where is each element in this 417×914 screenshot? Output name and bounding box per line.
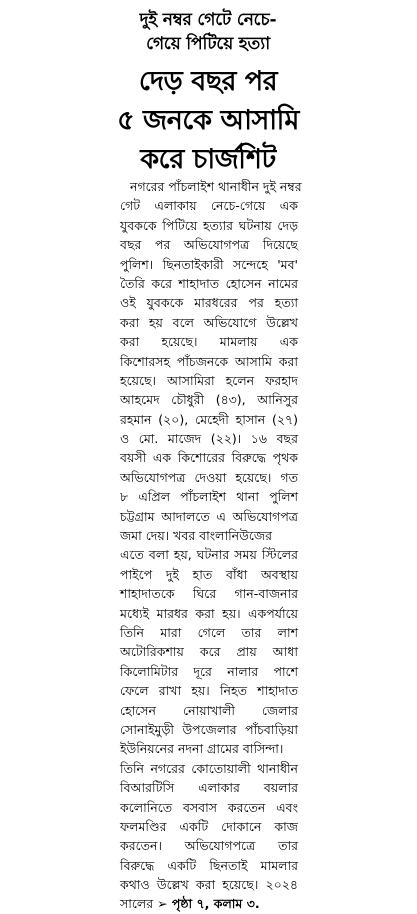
article-line: পুলিশ। ছিনতাইকারী সন্দেহে 'মব' xyxy=(120,256,298,272)
article-line: শাহাদাতকে ঘিরে গান-বাজনার xyxy=(120,586,298,602)
article-line: সোনাইমুড়ী উপজেলার পাঁচবাড়িয়া xyxy=(120,721,298,737)
article-line: ও মো. মাজেদ (২২)। ১৬ বছর xyxy=(120,431,298,447)
article-line: পাইপে দুই হাত বাঁধা অবস্থায় xyxy=(120,566,298,582)
article-line: রহমান (২০), মেহেদী হাসান (২৭) xyxy=(120,411,298,427)
continuation-prefix: সালের xyxy=(120,896,158,912)
article-line: অভিযোগপত্র দেওয়া হয়েছে। গত xyxy=(120,469,298,485)
article-line: ইউনিয়নের নদনা গ্রামের বাসিন্দা। xyxy=(120,741,284,757)
article-line: মধ্যেই মারধর করা হয়। একপর্যায়ে xyxy=(120,605,298,621)
article-line: কথাও উল্লেখ করা হয়েছে। ২০২৪ xyxy=(120,877,298,893)
article-line: হয়েছে। আসামিরা হলেন ফরহাদ xyxy=(120,372,298,388)
article-line: বিরুদ্ধে একটি ছিনতাই মামলার xyxy=(120,857,298,873)
kicker-headline xyxy=(95,8,321,56)
article-line: জমা দেয়। খবর বাংলানিউজের xyxy=(120,528,272,544)
article-line: ফেলে রাখা হয়। নিহত শাহাদাত xyxy=(120,683,298,699)
article-line: বয়সী এক কিশোরের বিরুদ্ধে পৃথক xyxy=(120,450,298,466)
article-line: করা হয়েছে। মামলায় এক xyxy=(120,334,298,350)
article-line: চট্টগ্রাম আদালতে এ অভিযোগপত্র xyxy=(120,508,298,524)
article-line: তিনি নগরের কোতোয়ালী থানাধীন xyxy=(120,760,298,776)
article-line: বছর পর অভিযোগপত্র দিয়েছে xyxy=(120,237,298,253)
article-line: ৮ এপ্রিল পাঁচলাইশ থানা পুলিশ xyxy=(120,489,298,505)
article-line: ফলমণ্ডির একটি দোকানে কাজ xyxy=(120,818,298,834)
article-line: অটোরিকশায় করে প্রায় আধা xyxy=(120,644,298,660)
page-reference: পৃষ্ঠা ৭, কলাম ৩. xyxy=(167,896,260,912)
headline-line: ৫ জনকে আসামি xyxy=(117,105,299,136)
main-headline xyxy=(76,62,340,179)
kicker-line: গেয়ে পিটিয়ে হত্যা xyxy=(146,34,270,54)
article-line: তিনি মারা গেলে তার লাশ xyxy=(120,624,298,640)
headline-line: করে চার্জশিট xyxy=(140,144,276,175)
article-line: কিলোমিটার দূরে নালার পাশে xyxy=(120,663,298,679)
article-line: ওই যুবককে মারধরের পর হত্যা xyxy=(120,295,298,311)
headline-line: দেড় বছর পর xyxy=(138,66,278,97)
arrow-icon: ➢ xyxy=(157,896,168,912)
continuation-line xyxy=(120,894,298,913)
article-line: হোসেন নোয়াখালী জেলার xyxy=(120,702,298,718)
article-line: কলোনিতে বসবাস করতেন এবং xyxy=(120,799,298,815)
article-line: গেট এলাকায় নেচে-গেয়ে এক xyxy=(120,198,298,214)
article-line: আহমেদ চৌধুরী (৪৩), আনিসুর xyxy=(120,392,298,408)
article-line: নগরের পাঁচলাইশ থানাধীন দুই নম্বর xyxy=(130,179,302,194)
article-body xyxy=(120,177,302,914)
article-line: বিআরটিসি এলাকার বয়লার xyxy=(120,780,298,796)
article-line: যুবককে পিটিয়ে হত্যার ঘটনায় দেড় xyxy=(120,217,298,233)
article-line: করা হয় বলে অভিযোগে উল্লেখ xyxy=(120,314,298,330)
article-line: করতেন। অভিযোগপত্রে তার xyxy=(120,838,298,854)
kicker-line: দুই নম্বর গেটে নেচে- xyxy=(139,10,277,30)
article-line: কিশোরসহ পাঁচজনকে আসামি করা xyxy=(120,353,298,369)
article-line: তৈরি করে শাহাদাত হোসেন নামের xyxy=(120,275,298,291)
article-line: এতে বলা হয়, ঘটনার সময় স্টিলের xyxy=(120,547,298,563)
